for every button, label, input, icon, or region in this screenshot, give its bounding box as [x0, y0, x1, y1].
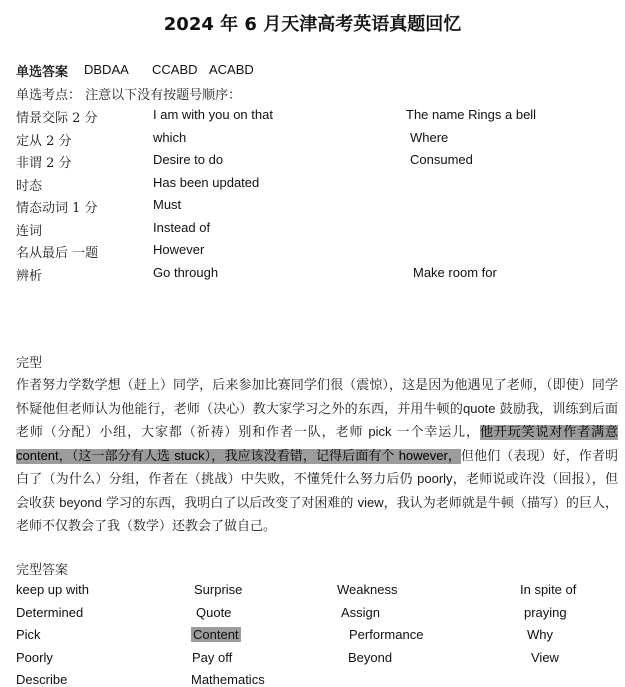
answer-cell: I am with you on that	[153, 107, 273, 122]
text-run: stuck	[174, 447, 205, 463]
answer-cell: Make room for	[413, 265, 497, 280]
answer-cell: Surprise	[194, 582, 243, 597]
text-run: 学习的东西，我明白了以后改变了对困难的	[101, 495, 358, 511]
text-run: content	[16, 447, 59, 463]
answer-cell: Beyond	[348, 650, 393, 665]
answer-cell: Weakness	[337, 582, 398, 597]
answer-group-3: ACABD	[209, 62, 254, 77]
answer-cell: Assign	[341, 605, 381, 620]
text-run: ，我认为老师就是牛顿（描写）的巨人，老师不仅教会了我（数学）还教会了做自己。	[16, 495, 618, 534]
answer-cell: Pick	[16, 627, 41, 642]
topic-cell: 情态动词 1 分	[16, 201, 98, 216]
answer-cell: Desire to do	[153, 152, 224, 167]
answer-cell: which	[153, 130, 187, 145]
answer-cell: Where	[410, 130, 449, 145]
single-choice-note: 单选考点： 注意以下没有按题号顺序：	[16, 88, 242, 103]
answer-cell: Mathematics	[191, 672, 265, 687]
text-run: ，老师说或许没（回报），但会收获	[16, 472, 618, 511]
answer-cell: keep up with	[16, 582, 89, 597]
topic-cell: 辨析	[16, 269, 43, 284]
text-run: 作者努力学数学想（赶上）同学，后来参加比赛同学们很（震惊），这是因为他遇见了老师，（即使）同学怀疑他但老师认为他能行，老师（决心）教大家学习之外的东西，并用牛顿的	[16, 378, 618, 417]
topic-cell: 连词	[16, 224, 43, 239]
topic-cell: 非谓 2 分	[16, 156, 72, 171]
cloze-answers-heading: 完型答案	[16, 563, 69, 578]
text-run: 他开玩笑说对作者满意	[479, 425, 618, 441]
answer-group-2: CCABD	[152, 62, 198, 77]
answer-cell: Instead of	[153, 220, 211, 235]
answer-cell-highlighted: Content	[193, 627, 239, 642]
answer-cell: Must	[153, 197, 182, 212]
answer-cell: However	[153, 242, 205, 257]
answer-cell: In spite of	[520, 582, 577, 597]
text-run: view	[357, 494, 384, 510]
answer-cell: The name Rings a bell	[406, 107, 537, 122]
text-run: 鼓励我，训练到后面老师（分配）小组，大家都（祈祷）别和作者一队，老师	[16, 401, 618, 441]
text-run: however	[398, 447, 448, 463]
text-run: poorly	[417, 471, 453, 487]
answer-cell: Pay off	[192, 650, 233, 665]
answer-cell: Consumed	[410, 152, 473, 167]
single-choice-label: 单选答案	[16, 65, 69, 80]
text-run: 但他们（表现）好，作者明白了（为什么）分组，作者在（挑战）中失败，不懂凭什么努力后仍	[16, 448, 618, 488]
answer-cell: Performance	[349, 627, 424, 642]
answer-cell: Why	[527, 627, 553, 642]
answer-group-1: DBDAA	[84, 62, 129, 77]
answer-cell: Determined	[16, 605, 84, 620]
cloze-paragraph	[16, 375, 618, 538]
answer-cell: Has been updated	[153, 175, 260, 190]
cloze-heading: 完型	[16, 356, 43, 371]
text-run: pick	[368, 424, 392, 440]
topic-cell: 定从 2 分	[16, 134, 72, 149]
text-run: quote	[462, 400, 496, 416]
answer-cell: Quote	[196, 605, 232, 620]
text-run: beyond	[59, 494, 102, 510]
answer-cell: Poorly	[16, 650, 53, 665]
answer-cell: View	[531, 650, 559, 665]
answer-cell: Go through	[153, 265, 219, 280]
text-run: 一个幸运儿，	[391, 425, 480, 441]
text-run: ，（这一部分有人选	[58, 448, 175, 464]
topic-cell: 情景交际 2 分	[16, 111, 98, 126]
topic-cell: 时态	[16, 179, 43, 194]
page-title: 2024 年 6 月天津高考英语真题回忆	[163, 14, 462, 35]
text-run: ），我应该没看错，记得后面有个	[204, 448, 399, 464]
topic-cell: 名从最后 一题	[16, 246, 99, 261]
text-run: ，	[447, 448, 462, 464]
answer-cell: Describe	[16, 672, 68, 687]
answer-cell: praying	[524, 605, 567, 620]
